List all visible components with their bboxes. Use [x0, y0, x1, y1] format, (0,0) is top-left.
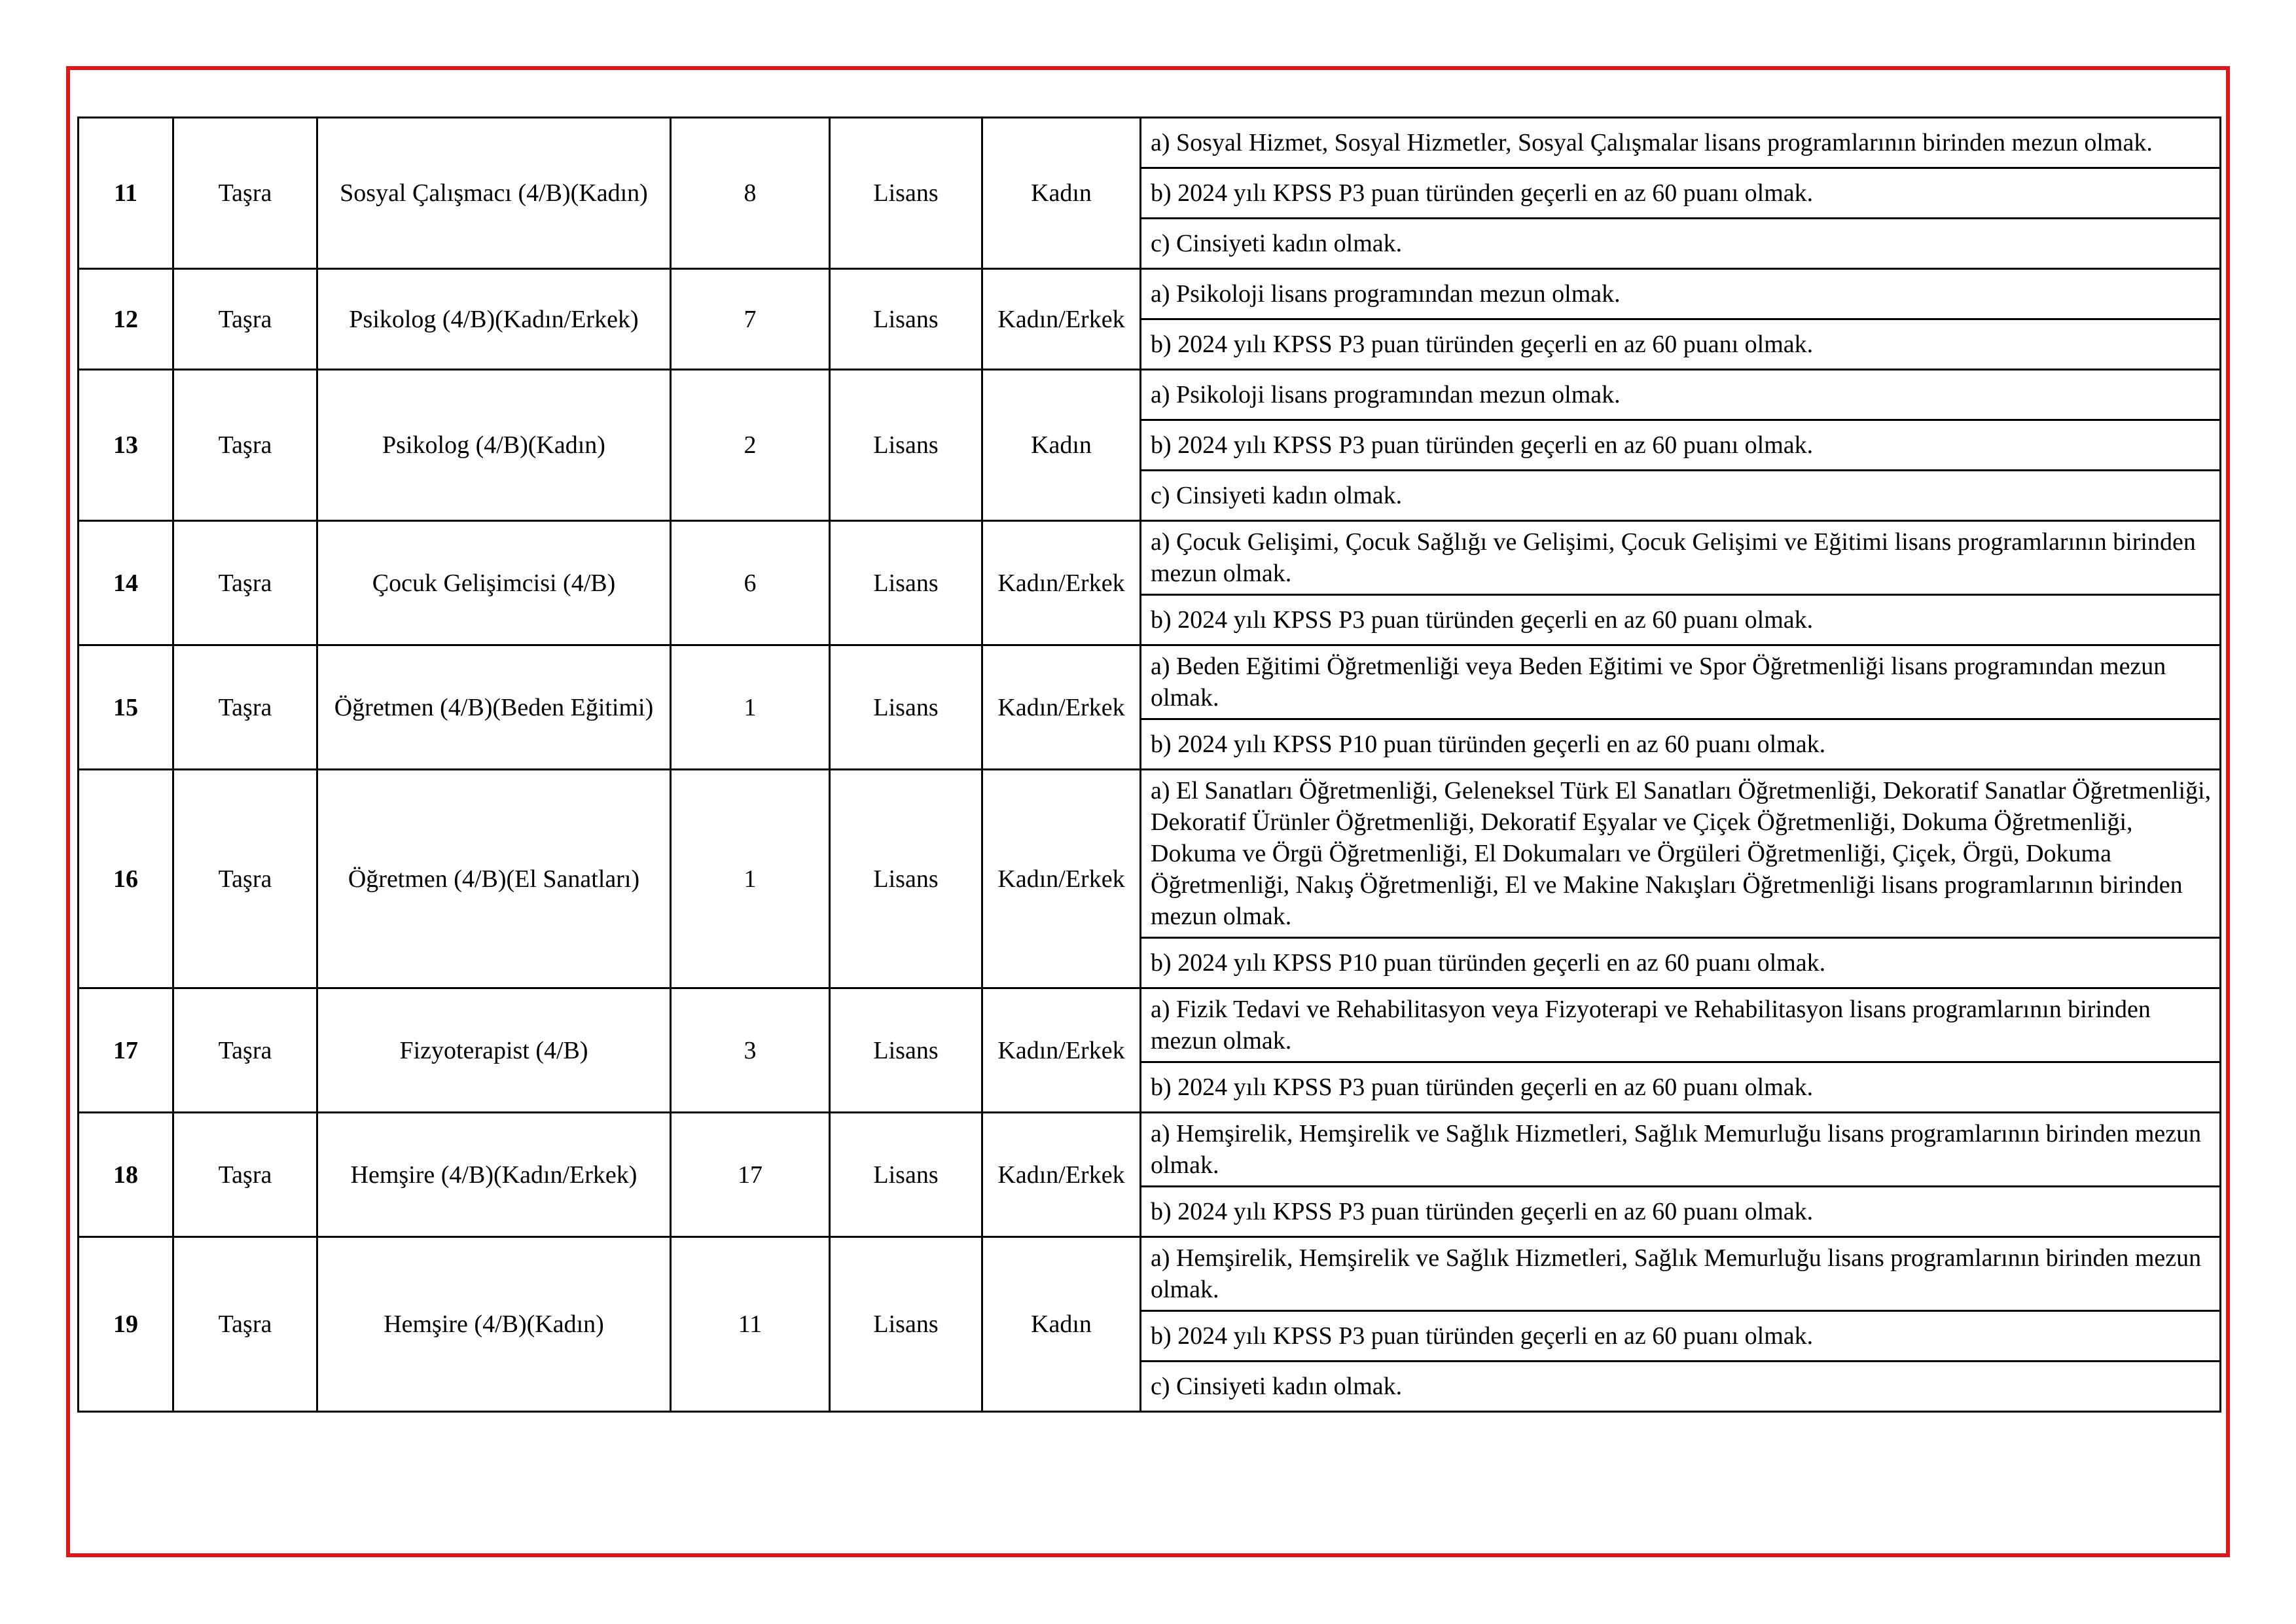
requirement-item: b) 2024 yılı KPSS P3 puan türünden geçerli en az 60 puanı olmak.: [1141, 1062, 2221, 1113]
position-title: Çocuk Gelişimcisi (4/B): [317, 521, 671, 645]
table-row: [79, 118, 2221, 168]
requirement-item: b) 2024 yılı KPSS P3 puan türünden geçerli en az 60 puanı olmak.: [1141, 319, 2221, 370]
position-gender: Kadın/Erkek: [982, 521, 1141, 645]
position-unit: Taşra: [173, 1237, 317, 1412]
position-number: 14: [79, 521, 173, 645]
position-unit: Taşra: [173, 770, 317, 988]
table-row: [79, 521, 2221, 595]
position-gender: Kadın: [982, 1237, 1141, 1412]
position-unit: Taşra: [173, 1113, 317, 1237]
positions-table-body: [79, 118, 2221, 1412]
position-unit: Taşra: [173, 269, 317, 370]
position-number: 17: [79, 988, 173, 1113]
position-unit: Taşra: [173, 118, 317, 269]
requirement-item: b) 2024 yılı KPSS P3 puan türünden geçerli en az 60 puanı olmak.: [1141, 595, 2221, 645]
requirement-item: c) Cinsiyeti kadın olmak.: [1141, 219, 2221, 269]
position-gender: Kadın/Erkek: [982, 988, 1141, 1113]
position-education: Lisans: [830, 521, 982, 645]
position-education: Lisans: [830, 269, 982, 370]
requirement-item: c) Cinsiyeti kadın olmak.: [1141, 1362, 2221, 1412]
table-row: [79, 1237, 2221, 1311]
position-education: Lisans: [830, 1237, 982, 1412]
position-number: 18: [79, 1113, 173, 1237]
position-gender: Kadın: [982, 118, 1141, 269]
position-education: Lisans: [830, 645, 982, 770]
position-title: Psikolog (4/B)(Kadın/Erkek): [317, 269, 671, 370]
requirement-item: c) Cinsiyeti kadın olmak.: [1141, 471, 2221, 521]
position-education: Lisans: [830, 370, 982, 521]
requirement-item: a) Hemşirelik, Hemşirelik ve Sağlık Hizmetleri, Sağlık Memurluğu lisans programlarının birinden mezun olmak.: [1141, 1113, 2221, 1187]
position-gender: Kadın: [982, 370, 1141, 521]
requirement-item: a) Psikoloji lisans programından mezun olmak.: [1141, 370, 2221, 420]
position-number: 19: [79, 1237, 173, 1412]
position-unit: Taşra: [173, 988, 317, 1113]
position-count: 1: [671, 645, 830, 770]
position-education: Lisans: [830, 988, 982, 1113]
position-unit: Taşra: [173, 645, 317, 770]
requirement-item: a) Çocuk Gelişimi, Çocuk Sağlığı ve Gelişimi, Çocuk Gelişimi ve Eğitimi lisans programlarının birinden mezun olmak.: [1141, 521, 2221, 595]
position-count: 7: [671, 269, 830, 370]
position-gender: Kadın/Erkek: [982, 269, 1141, 370]
table-row: [79, 645, 2221, 719]
position-number: 16: [79, 770, 173, 988]
position-count: 3: [671, 988, 830, 1113]
position-number: 12: [79, 269, 173, 370]
position-number: 13: [79, 370, 173, 521]
table-row: [79, 988, 2221, 1062]
requirement-item: a) Beden Eğitimi Öğretmenliği veya Beden Eğitimi ve Spor Öğretmenliği lisans programından mezun olmak.: [1141, 645, 2221, 719]
position-unit: Taşra: [173, 370, 317, 521]
position-education: Lisans: [830, 770, 982, 988]
requirement-item: b) 2024 yılı KPSS P3 puan türünden geçerli en az 60 puanı olmak.: [1141, 168, 2221, 219]
position-gender: Kadın/Erkek: [982, 1113, 1141, 1237]
requirement-item: a) Sosyal Hizmet, Sosyal Hizmetler, Sosyal Çalışmalar lisans programlarının birinden mezun olmak.: [1141, 118, 2221, 168]
position-education: Lisans: [830, 1113, 982, 1237]
position-count: 1: [671, 770, 830, 988]
position-title: Hemşire (4/B)(Kadın): [317, 1237, 671, 1412]
position-unit: Taşra: [173, 521, 317, 645]
position-count: 11: [671, 1237, 830, 1412]
positions-table: [77, 117, 2221, 1413]
position-gender: Kadın/Erkek: [982, 645, 1141, 770]
requirement-item: a) Fizik Tedavi ve Rehabilitasyon veya Fizyoterapi ve Rehabilitasyon lisans programlarının birinden mezun olmak.: [1141, 988, 2221, 1062]
position-count: 8: [671, 118, 830, 269]
position-title: Öğretmen (4/B)(El Sanatları): [317, 770, 671, 988]
position-education: Lisans: [830, 118, 982, 269]
requirement-item: b) 2024 yılı KPSS P3 puan türünden geçerli en az 60 puanı olmak.: [1141, 420, 2221, 471]
requirement-item: b) 2024 yılı KPSS P10 puan türünden geçerli en az 60 puanı olmak.: [1141, 938, 2221, 988]
requirement-item: b) 2024 yılı KPSS P10 puan türünden geçerli en az 60 puanı olmak.: [1141, 719, 2221, 770]
requirement-item: b) 2024 yılı KPSS P3 puan türünden geçerli en az 60 puanı olmak.: [1141, 1187, 2221, 1237]
requirement-item: b) 2024 yılı KPSS P3 puan türünden geçerli en az 60 puanı olmak.: [1141, 1311, 2221, 1362]
requirement-item: a) Hemşirelik, Hemşirelik ve Sağlık Hizmetleri, Sağlık Memurluğu lisans programlarının birinden mezun olmak.: [1141, 1237, 2221, 1311]
table-row: [79, 1113, 2221, 1187]
requirement-item: a) Psikoloji lisans programından mezun olmak.: [1141, 269, 2221, 319]
requirement-item: a) El Sanatları Öğretmenliği, Geleneksel Türk El Sanatları Öğretmenliği, Dekoratif Sanatlar Öğretmenliği, Dekoratif Ürünler Öğretmenliği, Dekoratif Eşyalar ve Çiçek Öğretmenliği, Dokuma Öğretmenliği, Dokuma ve Örgü Öğretmenliği, El Dokumaları ve Örgüleri Öğretmenliği, Çiçek, Örgü, Dokuma Öğretmenliği, Nakış Öğretmenliği, El ve Makine Nakışları Öğretmenliği lisans programlarının birinden mezun olmak.: [1141, 770, 2221, 938]
position-number: 11: [79, 118, 173, 269]
position-count: 17: [671, 1113, 830, 1237]
table-row: [79, 770, 2221, 938]
position-count: 6: [671, 521, 830, 645]
table-row: [79, 370, 2221, 420]
table-row: [79, 269, 2221, 319]
position-title: Fizyoterapist (4/B): [317, 988, 671, 1113]
position-title: Sosyal Çalışmacı (4/B)(Kadın): [317, 118, 671, 269]
position-title: Psikolog (4/B)(Kadın): [317, 370, 671, 521]
position-title: Hemşire (4/B)(Kadın/Erkek): [317, 1113, 671, 1237]
position-count: 2: [671, 370, 830, 521]
position-title: Öğretmen (4/B)(Beden Eğitimi): [317, 645, 671, 770]
position-number: 15: [79, 645, 173, 770]
position-gender: Kadın/Erkek: [982, 770, 1141, 988]
